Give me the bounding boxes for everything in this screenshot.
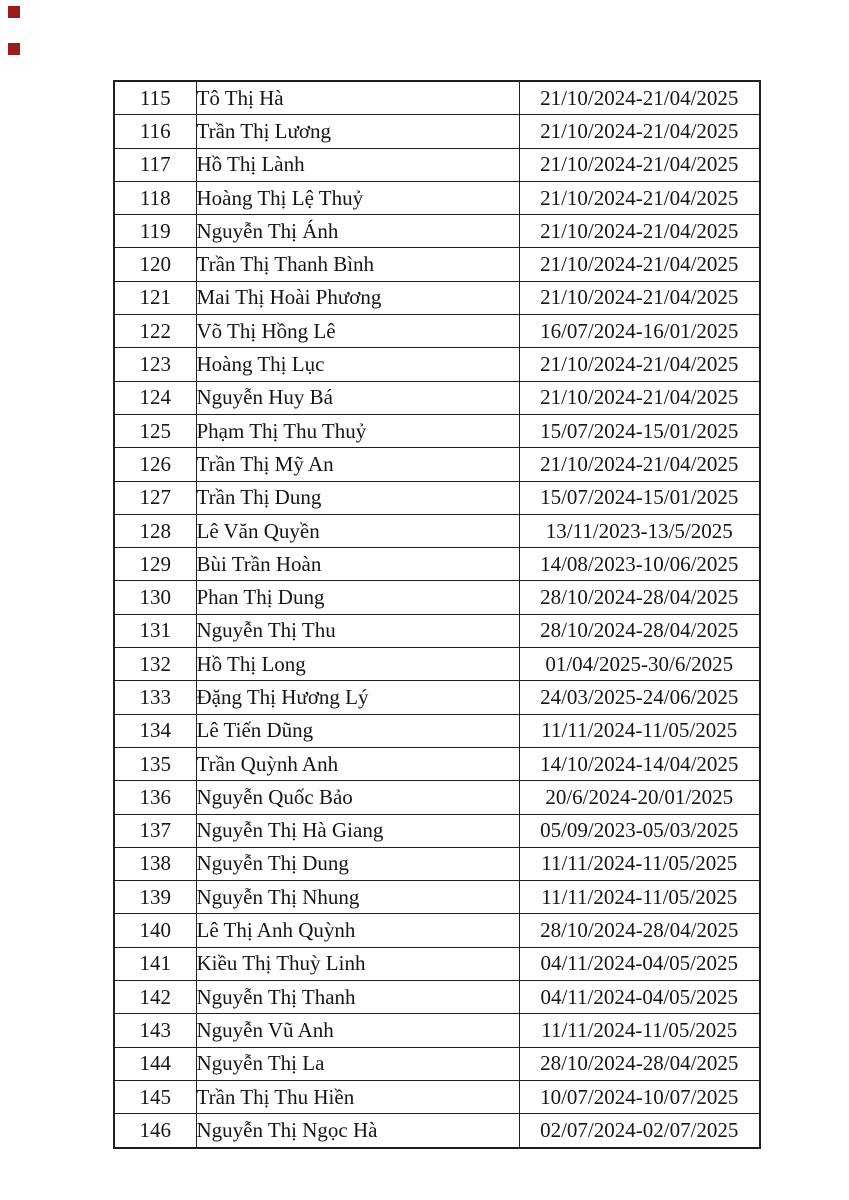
date-range-cell: 24/03/2025-24/06/2025 [519,681,760,714]
person-name-cell: Trần Thị Mỹ An [196,448,519,481]
table-row [114,414,760,447]
row-number-cell: 129 [114,548,196,581]
row-number-cell: 144 [114,1047,196,1080]
row-number-cell: 127 [114,481,196,514]
date-range-cell: 21/10/2024-21/04/2025 [519,248,760,281]
date-range-cell: 28/10/2024-28/04/2025 [519,614,760,647]
person-name-cell: Nguyễn Thị Hà Giang [196,814,519,847]
row-number-cell: 133 [114,681,196,714]
table-row [114,148,760,181]
date-range-cell: 21/10/2024-21/04/2025 [519,81,760,115]
table-row [114,548,760,581]
table-row [114,381,760,414]
table-row [114,914,760,947]
date-range-cell: 04/11/2024-04/05/2025 [519,947,760,980]
row-number-cell: 117 [114,148,196,181]
date-range-cell: 28/10/2024-28/04/2025 [519,581,760,614]
table-row [114,781,760,814]
table-row [114,947,760,980]
person-name-cell: Trần Thị Lương [196,115,519,148]
table-row [114,1114,760,1148]
person-name-cell: Nguyễn Thị Thu [196,614,519,647]
date-range-cell: 01/04/2025-30/6/2025 [519,648,760,681]
date-range-cell: 20/6/2024-20/01/2025 [519,781,760,814]
row-number-cell: 131 [114,614,196,647]
date-range-cell: 21/10/2024-21/04/2025 [519,348,760,381]
person-name-cell: Trần Thị Dung [196,481,519,514]
row-number-cell: 143 [114,1014,196,1047]
row-number-cell: 118 [114,181,196,214]
table-row [114,714,760,747]
date-range-cell: 15/07/2024-15/01/2025 [519,414,760,447]
row-number-cell: 124 [114,381,196,414]
person-name-cell: Nguyễn Thị La [196,1047,519,1080]
date-range-cell: 28/10/2024-28/04/2025 [519,914,760,947]
row-number-cell: 119 [114,215,196,248]
date-range-cell: 15/07/2024-15/01/2025 [519,481,760,514]
date-range-cell: 21/10/2024-21/04/2025 [519,448,760,481]
table-row [114,448,760,481]
table-row [114,881,760,914]
table-row [114,348,760,381]
person-name-cell: Mai Thị Hoài Phương [196,281,519,314]
row-number-cell: 145 [114,1080,196,1113]
table-row [114,215,760,248]
row-number-cell: 142 [114,981,196,1014]
date-range-cell: 21/10/2024-21/04/2025 [519,148,760,181]
person-name-cell: Tô Thị Hà [196,81,519,115]
row-number-cell: 128 [114,514,196,547]
row-number-cell: 122 [114,315,196,348]
date-range-cell: 11/11/2024-11/05/2025 [519,714,760,747]
date-range-cell: 28/10/2024-28/04/2025 [519,1047,760,1080]
date-range-cell: 13/11/2023-13/5/2025 [519,514,760,547]
date-range-cell: 21/10/2024-21/04/2025 [519,381,760,414]
person-name-cell: Nguyễn Thị Ánh [196,215,519,248]
person-name-cell: Lê Thị Anh Quỳnh [196,914,519,947]
date-range-cell: 14/08/2023-10/06/2025 [519,548,760,581]
row-number-cell: 134 [114,714,196,747]
table-row [114,1014,760,1047]
person-name-cell: Lê Văn Quyền [196,514,519,547]
roster-table [113,80,761,1149]
date-range-cell: 02/07/2024-02/07/2025 [519,1114,760,1148]
person-name-cell: Kiều Thị Thuỳ Linh [196,947,519,980]
date-range-cell: 10/07/2024-10/07/2025 [519,1080,760,1113]
person-name-cell: Đặng Thị Hương Lý [196,681,519,714]
person-name-cell: Hồ Thị Lành [196,148,519,181]
person-name-cell: Trần Thị Thanh Bình [196,248,519,281]
person-name-cell: Bùi Trần Hoàn [196,548,519,581]
row-number-cell: 116 [114,115,196,148]
table-row [114,648,760,681]
person-name-cell: Nguyễn Thị Nhung [196,881,519,914]
row-number-cell: 146 [114,1114,196,1148]
date-range-cell: 21/10/2024-21/04/2025 [519,281,760,314]
red-mark [8,43,20,55]
person-name-cell: Nguyễn Thị Ngọc Hà [196,1114,519,1148]
row-number-cell: 130 [114,581,196,614]
person-name-cell: Phạm Thị Thu Thuỷ [196,414,519,447]
person-name-cell: Nguyễn Vũ Anh [196,1014,519,1047]
table-row [114,681,760,714]
row-number-cell: 120 [114,248,196,281]
row-number-cell: 123 [114,348,196,381]
row-number-cell: 135 [114,747,196,780]
person-name-cell: Hoàng Thị Lục [196,348,519,381]
row-number-cell: 126 [114,448,196,481]
person-name-cell: Nguyễn Huy Bá [196,381,519,414]
person-name-cell: Phan Thị Dung [196,581,519,614]
table-row [114,1047,760,1080]
table-row [114,315,760,348]
row-number-cell: 138 [114,847,196,880]
table-row [114,581,760,614]
person-name-cell: Nguyễn Quốc Bảo [196,781,519,814]
table-row [114,814,760,847]
date-range-cell: 11/11/2024-11/05/2025 [519,1014,760,1047]
date-range-cell: 14/10/2024-14/04/2025 [519,747,760,780]
table-row [114,248,760,281]
table-row [114,747,760,780]
person-name-cell: Trần Quỳnh Anh [196,747,519,780]
table-row [114,81,760,115]
row-number-cell: 115 [114,81,196,115]
table-row [114,281,760,314]
table-row [114,481,760,514]
row-number-cell: 140 [114,914,196,947]
date-range-cell: 21/10/2024-21/04/2025 [519,181,760,214]
person-name-cell: Trần Thị Thu Hiền [196,1080,519,1113]
date-range-cell: 05/09/2023-05/03/2025 [519,814,760,847]
date-range-cell: 11/11/2024-11/05/2025 [519,847,760,880]
row-number-cell: 139 [114,881,196,914]
row-number-cell: 141 [114,947,196,980]
person-name-cell: Nguyễn Thị Dung [196,847,519,880]
table-row [114,181,760,214]
date-range-cell: 11/11/2024-11/05/2025 [519,881,760,914]
date-range-cell: 16/07/2024-16/01/2025 [519,315,760,348]
row-number-cell: 125 [114,414,196,447]
table-row [114,847,760,880]
table-row [114,115,760,148]
person-name-cell: Hoàng Thị Lệ Thuỷ [196,181,519,214]
row-number-cell: 136 [114,781,196,814]
table-row [114,1080,760,1113]
person-name-cell: Lê Tiến Dũng [196,714,519,747]
person-name-cell: Hồ Thị Long [196,648,519,681]
person-name-cell: Võ Thị Hồng Lê [196,315,519,348]
date-range-cell: 04/11/2024-04/05/2025 [519,981,760,1014]
date-range-cell: 21/10/2024-21/04/2025 [519,115,760,148]
row-number-cell: 121 [114,281,196,314]
date-range-cell: 21/10/2024-21/04/2025 [519,215,760,248]
red-mark [8,6,20,18]
table-row [114,514,760,547]
row-number-cell: 132 [114,648,196,681]
table-row [114,981,760,1014]
table-row [114,614,760,647]
person-name-cell: Nguyễn Thị Thanh [196,981,519,1014]
row-number-cell: 137 [114,814,196,847]
